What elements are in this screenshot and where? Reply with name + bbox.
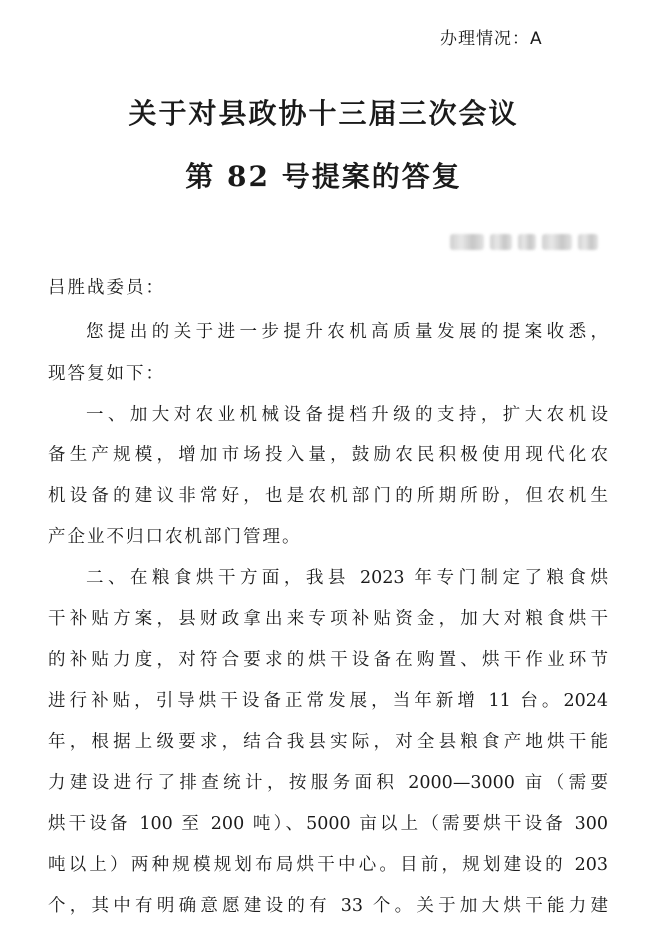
- document-title-line-2: 第 82 号提案的答复: [185, 160, 462, 193]
- body-line: 现答复如下：: [48, 364, 165, 384]
- body-line: 进行补贴，引导烘干设备正常发展，当年新增 11 台。2024: [48, 691, 608, 711]
- body-line: 力建设进行了排查统计，按服务面积 2000—3000 亩（需要: [48, 773, 608, 793]
- document-title-line-1: 关于对县政协十三届三次会议: [128, 97, 519, 130]
- body-line: 个，其中有明确意愿建设的有 33 个。关于加大烘干能力建: [48, 896, 608, 916]
- redacted-signature-blur: [450, 230, 600, 254]
- body-line: 干补贴方案，县财政拿出来专项补贴资金，加大对粮食烘干: [48, 609, 608, 629]
- salutation: 吕胜战委员：: [48, 278, 165, 298]
- body-line: 备生产规模，增加市场投入量，鼓励农民积极使用现代化农: [48, 445, 608, 465]
- body-line: 产企业不归口农机部门管理。: [48, 527, 302, 547]
- body-line: 吨以上）两种规模规划布局烘干中心。目前，规划建设的 203: [48, 855, 608, 875]
- body-line: 机设备的建议非常好，也是农机部门的所期所盼，但农机生: [48, 486, 608, 506]
- body-line: 您提出的关于进一步提升农机高质量发展的提案收悉，: [86, 322, 608, 342]
- body-line: 一、加大对农业机械设备提档升级的支持，扩大农机设: [86, 405, 608, 425]
- body-line: 的补贴力度，对符合要求的烘干设备在购置、烘干作业环节: [48, 650, 608, 670]
- body-line: 年，根据上级要求，结合我县实际，对全县粮食产地烘干能: [48, 732, 608, 752]
- body-line: 二、在粮食烘干方面，我县 2023 年专门制定了粮食烘: [86, 568, 608, 588]
- body-line: 烘干设备 100 至 200 吨）、5000 亩以上（需要烘干设备 300: [48, 814, 608, 834]
- handling-status: 办理情况：A: [440, 29, 543, 49]
